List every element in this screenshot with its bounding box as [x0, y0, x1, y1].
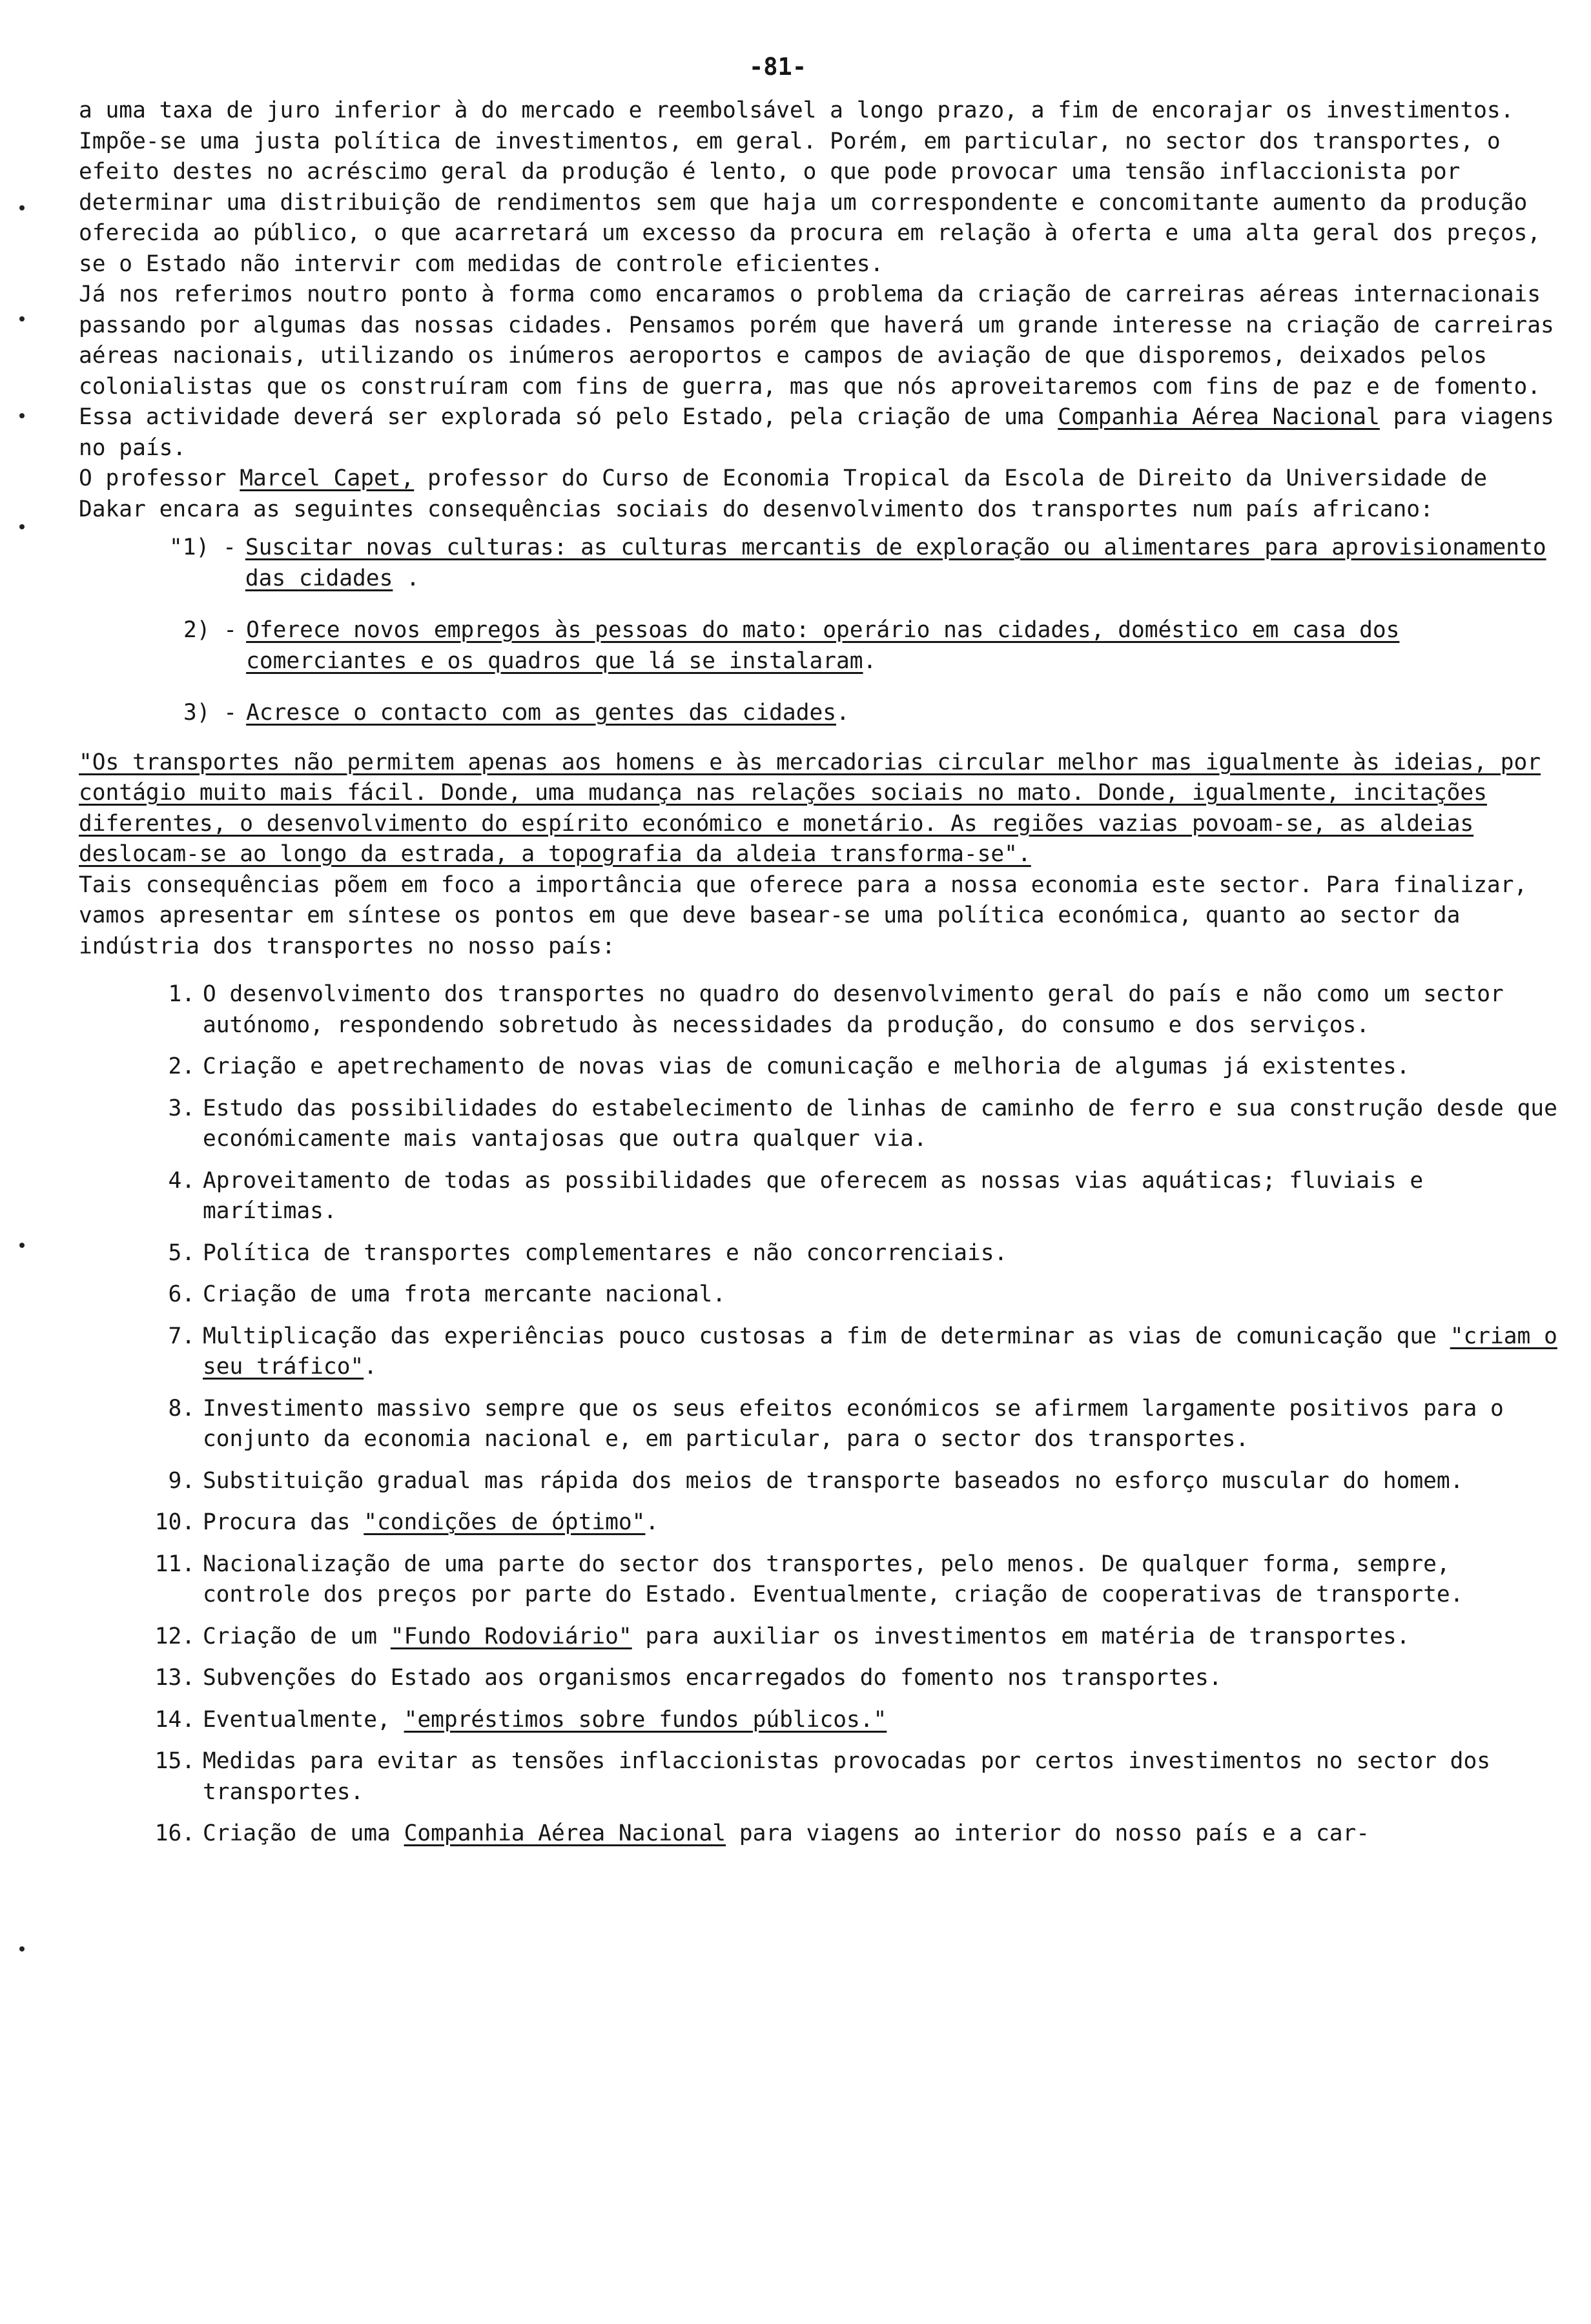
quote-item-underlined: Oferece novos empregos às pessoas do mato: operário nas cidades, doméstico em casa dos comerciantes e os quadros que lá se instalaram [246, 617, 1400, 674]
point-text-pre: Política de transportes complementares e não concorrenciais. [203, 1239, 1008, 1266]
point-number: 8. [168, 1395, 195, 1422]
point-text [203, 1549, 1557, 1611]
main-text [79, 96, 1557, 1860]
point-number: 16. [154, 1820, 195, 1846]
quote-item [169, 533, 1557, 594]
quote-item-number: "1) - [169, 535, 236, 560]
point-text-post: . [645, 1509, 659, 1535]
paragraph: Impõe-se uma justa política de investimentos, em geral. Porém, em particular, no sector dos transportes, o efeito destes no acréscimo geral da produção é lento, o que pode provocar uma tensão inflaccionista por determinar uma distribuição de rendimentos sem que haja um correspondente e concomitante aumento da produção oferecida ao público, o que acarretará um excesso da procura em relação à oferta e uma alta geral dos preços, se o Estado não intervir com medidas de controle eficientes. [79, 128, 1541, 277]
point-text [203, 979, 1557, 1041]
capet-suffix: professor do Curso de Economia Tropical da Escola de Direito da Universidade de Dakar encara as seguintes consequências sociais do desenvolvimento dos transportes num país africano: [79, 465, 1487, 522]
point-text-pre: Criação de uma [203, 1820, 404, 1846]
point-text [203, 1094, 1557, 1155]
point-text [203, 1746, 1557, 1808]
quote-block-text: "Os transportes não permitem apenas aos homens e às mercadorias circular melhor mas igualmente às ideias, por contágio muito mais fácil. Donde, uma mudança nas relações sociais no mato. Donde, igualmente, incitações diferentes, o desenvolvimento do espírito económico e monetário. As regiões vazias povoam-se, as aldeias deslocam-se ao longo da estrada, a topografia da aldeia transforma-se". [79, 749, 1541, 867]
paragraph-text: Já nos referimos noutro ponto à forma como encaramos o problema da criação de carreiras aéreas internacionais passando por algumas das nossas cidades. Pensamos porém que haverá um grande interesse na criação de carreiras aéreas nacionais, utilizando os inúmeros aeroportos e campos de aviação de que disporemos, deixados pelos colonialistas que os construíram com fins de guerra, mas que nós aproveitaremos com fins de paz e de fomento. Essa actividade deverá ser explorada só pelo Estado, pela criação de uma [79, 281, 1554, 430]
point-text [203, 1819, 1557, 1850]
point-text-underlined: "empréstimos sobre fundos públicos." [404, 1706, 887, 1733]
point-item [150, 1549, 1557, 1611]
point-text-pre: Aproveitamento de todas as possibilidades que oferecem as nossas vias aquáticas; fluviais e marítimas. [203, 1167, 1424, 1224]
point-text-underlined: "Fundo Rodoviário" [390, 1623, 632, 1649]
point-text [203, 1622, 1557, 1653]
capet-paragraph [79, 464, 1557, 525]
point-item [150, 1507, 1557, 1538]
margin-mark [19, 524, 25, 529]
point-number: 14. [154, 1706, 195, 1733]
point-item [150, 1663, 1557, 1694]
point-text-pre: Estudo das possibilidades do estabelecimento de linhas de caminho de ferro e sua construção desde que económicamente mais vantajosas que outra qualquer via. [203, 1095, 1557, 1152]
quote-item-tail: . [836, 700, 850, 726]
point-item [150, 1052, 1557, 1083]
point-item [150, 1394, 1557, 1455]
quote-item-tail: . [406, 565, 420, 591]
point-text [203, 1507, 1557, 1538]
paragraph: a uma taxa de juro inferior à do mercado e reembolsável a longo prazo, a fim de encorajar os investimentos. [79, 97, 1514, 123]
point-number: 11. [154, 1551, 195, 1577]
capet-prefix: O professor [79, 465, 227, 491]
quote-item [169, 698, 1557, 729]
point-text-pre: Substituição gradual mas rápida dos meios de transporte baseados no esforço muscular do homem. [203, 1467, 1464, 1494]
quote-item-tail: . [863, 647, 877, 674]
point-number: 10. [154, 1509, 195, 1535]
point-number: 6. [168, 1281, 195, 1307]
point-number: 2. [168, 1054, 195, 1079]
point-text-underlined: "criam o seu tráfico" [203, 1323, 1557, 1380]
point-item [150, 1321, 1557, 1383]
quote-item-text [246, 698, 1557, 729]
point-text-pre: Eventualmente, [203, 1706, 404, 1733]
point-item [150, 1466, 1557, 1497]
point-item [150, 1746, 1557, 1808]
point-item [150, 1166, 1557, 1227]
quote-item-underlined: Suscitar novas culturas: as culturas mercantis de exploração ou alimentares para aprovisionamento das cidades [245, 535, 1546, 591]
point-text-post: . [364, 1354, 378, 1380]
point-number: 5. [168, 1239, 195, 1266]
point-number: 15. [154, 1748, 195, 1774]
quote-item-number: 2) - [183, 617, 238, 643]
point-item [150, 1094, 1557, 1155]
page-number: -81- [749, 53, 807, 81]
quote-item-text [245, 533, 1557, 594]
author-name: Marcel Capet, [240, 465, 415, 491]
point-text [203, 1466, 1557, 1497]
point-item [150, 1622, 1557, 1653]
point-text [203, 1705, 1557, 1736]
points-list [79, 979, 1557, 1850]
quote-list [79, 533, 1557, 729]
point-text-post: para viagens ao interior do nosso país e a car- [726, 1820, 1370, 1846]
point-text-pre: Nacionalização de uma parte do sector dos transportes, pelo menos. De qualquer forma, sempre, controle dos preços por parte do Estado. Eventualmente, criação de cooperativas de transporte. [203, 1551, 1464, 1607]
point-text-post: para auxiliar os investimentos em matéria de transportes. [631, 1623, 1410, 1649]
margin-mark [19, 1243, 25, 1248]
point-text-pre: Multiplicação das experiências pouco custosas a fim de determinar as vias de comunicação que [203, 1323, 1450, 1349]
point-number: 7. [168, 1323, 195, 1349]
quote-item [169, 615, 1557, 677]
conclusion-paragraph: Tais consequências põem em foco a importância que oferece para a nossa economia este sector. Para finalizar, vamos apresentar em síntese os pontos em que deve basear-se uma política económica, quanto ao sector da indústria dos transportes no nosso país: [79, 872, 1528, 959]
quote-item-text [246, 615, 1557, 677]
point-item [150, 1705, 1557, 1736]
paragraph-tail: para viagens no país. [79, 404, 1554, 461]
point-number: 12. [154, 1623, 195, 1649]
point-item [150, 1238, 1557, 1269]
margin-mark [19, 316, 25, 321]
margin-mark [19, 205, 25, 210]
point-text-pre: Subvenções do Estado aos organismos encarregados do fomento nos transportes. [203, 1665, 1222, 1691]
point-text [203, 1663, 1557, 1694]
point-text-underlined: Companhia Aérea Nacional [404, 1820, 726, 1846]
point-number: 1. [168, 981, 195, 1007]
point-text-pre: Procura das [203, 1509, 364, 1535]
margin-mark [19, 1946, 25, 1952]
company-name: Companhia Aérea Nacional [1058, 404, 1380, 430]
point-text-pre: Criação de um [203, 1623, 391, 1649]
point-number: 9. [168, 1467, 195, 1494]
point-item [150, 1819, 1557, 1850]
point-text [203, 1321, 1557, 1383]
point-number: 4. [168, 1167, 195, 1194]
point-text [203, 1394, 1557, 1455]
point-text-pre: O desenvolvimento dos transportes no quadro do desenvolvimento geral do país e não como um sector autónomo, respondendo sobretudo às necessidades da produção, do consumo e dos serviços. [203, 981, 1504, 1038]
point-text-pre: Medidas para evitar as tensões inflaccionistas provocadas por certos investimentos no sector dos transportes. [203, 1748, 1490, 1805]
quote-item-underlined: Acresce o contacto com as gentes das cidades [246, 700, 837, 726]
paragraph [79, 280, 1557, 464]
point-item [150, 979, 1557, 1041]
point-number: 3. [168, 1095, 195, 1121]
margin-mark [19, 413, 25, 418]
point-text [203, 1279, 1557, 1310]
point-item [150, 1279, 1557, 1310]
point-text [203, 1052, 1557, 1083]
point-text [203, 1238, 1557, 1269]
point-text [203, 1166, 1557, 1227]
point-text-pre: Criação de uma frota mercante nacional. [203, 1281, 726, 1307]
quote-item-number: 3) - [183, 700, 238, 726]
point-text-pre: Criação e apetrechamento de novas vias de comunicação e melhoria de algumas já existentes. [203, 1054, 1410, 1079]
quote-block [79, 748, 1557, 870]
point-text-pre: Investimento massivo sempre que os seus efeitos económicos se afirmem largamente positivos para o conjunto da economia nacional e, em particular, para o sector dos transportes. [203, 1395, 1504, 1452]
point-number: 13. [154, 1665, 195, 1691]
point-text-underlined: "condições de óptimo" [364, 1509, 646, 1535]
